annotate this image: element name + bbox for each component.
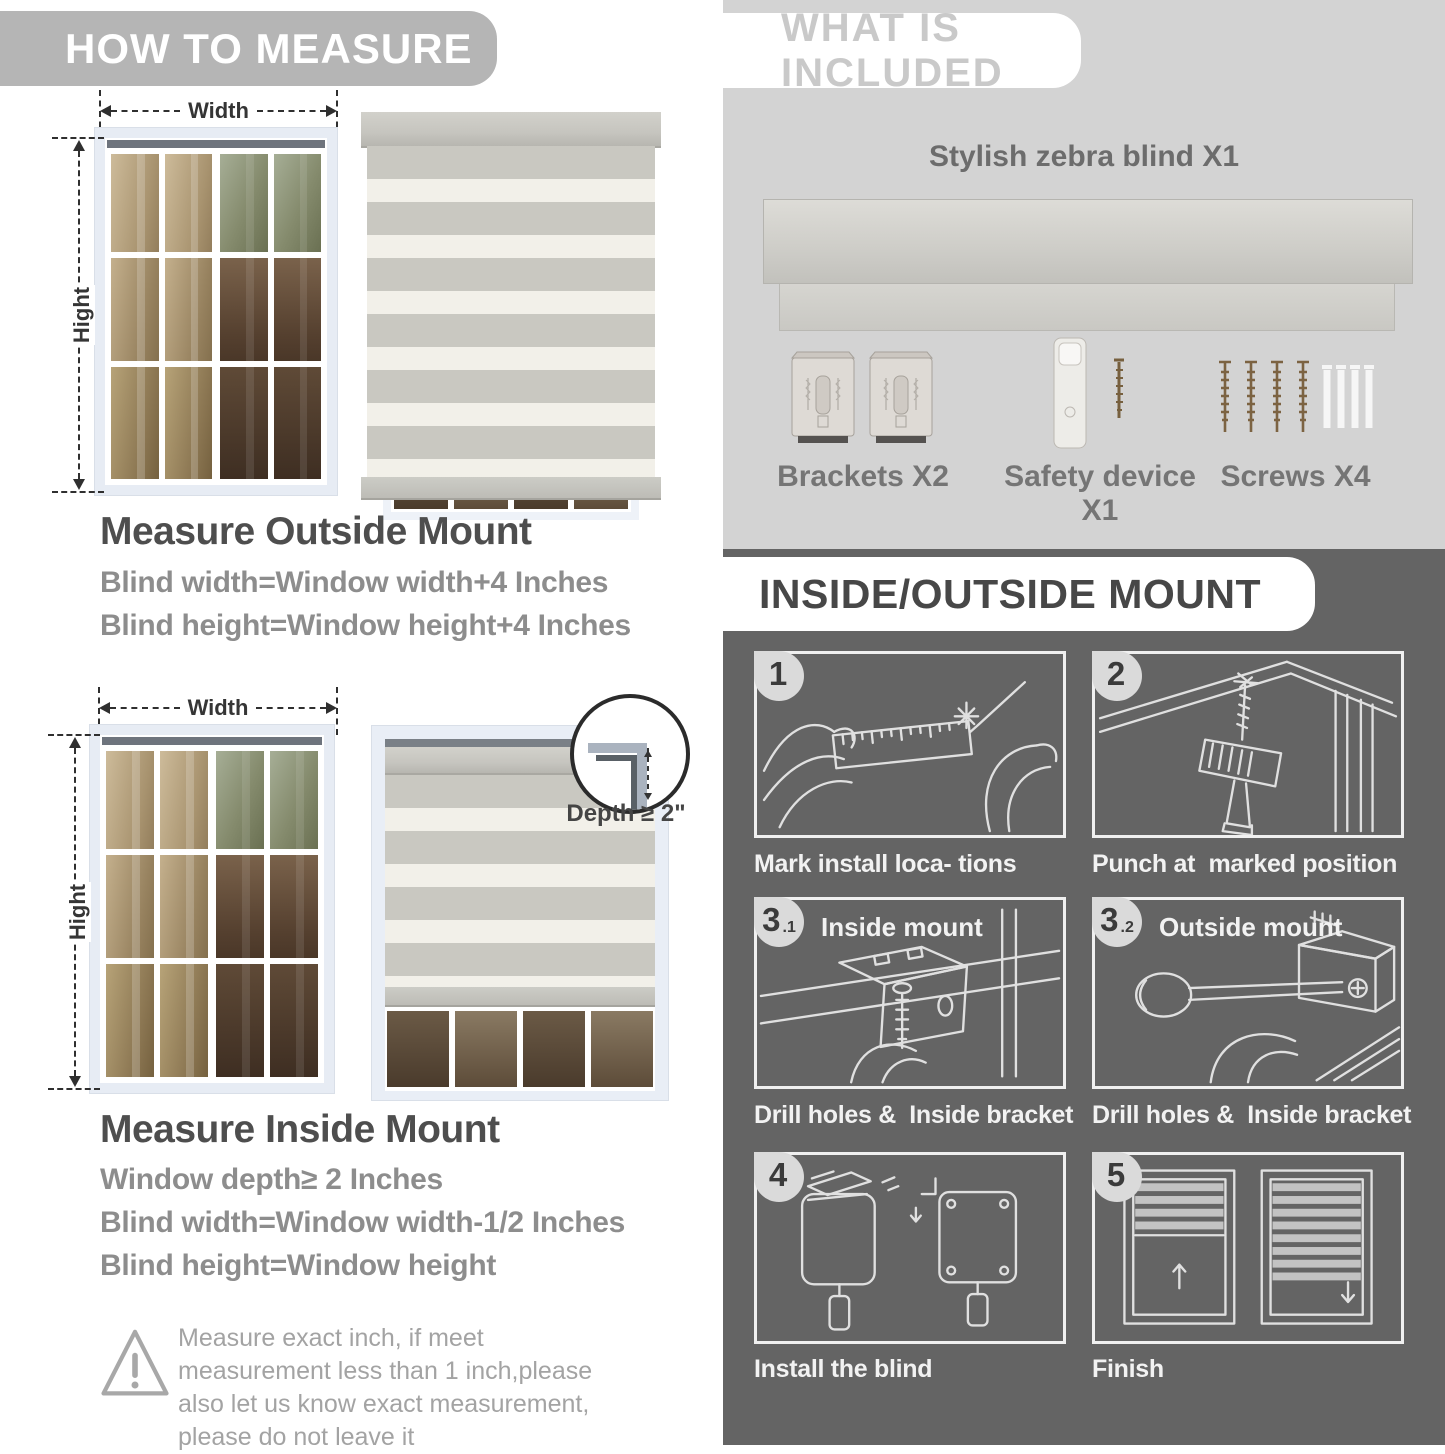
what-is-included-title: WHAT IS INCLUDED xyxy=(781,5,1004,95)
step-number: 5 xyxy=(1106,1156,1126,1193)
outside-mount-title: Measure Outside Mount xyxy=(100,510,532,553)
arrow-down-icon xyxy=(69,1076,81,1087)
step-panel-1 xyxy=(754,651,1066,838)
bracket-icon xyxy=(790,350,856,450)
window-track xyxy=(102,737,322,745)
inside-mount-title: Measure Inside Mount xyxy=(100,1108,500,1151)
step-panel-3-1 xyxy=(754,897,1066,1089)
height-label: Hight xyxy=(69,286,94,344)
step-number-badge xyxy=(754,1152,804,1202)
dim-tick xyxy=(52,491,104,493)
brackets-label: Brackets X2 xyxy=(777,460,949,493)
width-dimension-outside xyxy=(100,98,337,123)
arrow-up-icon xyxy=(73,140,85,151)
inside-outside-mount-banner xyxy=(723,557,1315,631)
width-label: Width xyxy=(187,695,249,720)
width-label: Width xyxy=(188,98,249,123)
dim-tick xyxy=(48,734,100,736)
step-number: 2 xyxy=(1106,655,1126,692)
step-panel-4 xyxy=(754,1152,1066,1344)
depth-detail-illustration xyxy=(574,698,686,810)
step2-caption: Punch at marked position xyxy=(1092,850,1398,878)
arrow-left-icon xyxy=(99,702,110,714)
depth-magnifier xyxy=(570,694,690,814)
bracket-icon xyxy=(868,350,934,450)
window-sash-right xyxy=(216,751,318,1077)
outside-mount-line2: Blind height=Window height+4 Inches xyxy=(100,609,631,642)
dim-tick xyxy=(52,137,104,139)
height-dimension-outside xyxy=(69,140,94,490)
what-is-included-banner xyxy=(723,5,1081,95)
step-number-badge xyxy=(754,651,804,701)
step3-1-caption: Drill holes & Inside bracket xyxy=(754,1101,1074,1129)
outside-mount-line1: Blind width=Window width+4 Inches xyxy=(100,566,609,599)
dim-tick xyxy=(336,687,338,735)
step3-2-title: Outside mount xyxy=(1159,912,1343,942)
step-number: 3 xyxy=(1100,901,1119,938)
safety-device-label: Safety device X1 xyxy=(1004,460,1196,527)
arrow-up-icon xyxy=(69,737,81,748)
step-number-badge xyxy=(1092,651,1142,701)
arrow-left-icon xyxy=(100,105,111,117)
inside-outside-mount-title: INSIDE/OUTSIDE MOUNT xyxy=(759,570,1262,617)
step-panel-3-2 xyxy=(1092,897,1404,1089)
safety-device-icon xyxy=(1048,336,1143,451)
step-panel-5 xyxy=(1092,1152,1404,1344)
product-label: Stylish zebra blind X1 xyxy=(928,140,1240,173)
zebra-blind-fabric xyxy=(367,146,655,477)
how-to-measure-title: HOW TO MEASURE xyxy=(65,24,473,72)
window-sash-left xyxy=(106,751,208,1077)
screws-label: Screws X4 xyxy=(1220,460,1371,493)
step-number-sub: .2 xyxy=(1120,919,1134,936)
inside-mount-line1: Window depth≥ 2 Inches xyxy=(100,1163,443,1196)
window-track xyxy=(107,140,325,148)
step5-caption: Finish xyxy=(1092,1355,1164,1383)
step3-2-caption: Drill holes & Inside bracket xyxy=(1092,1101,1412,1129)
window-photo-inside xyxy=(90,725,334,1093)
window-sash-right xyxy=(220,154,321,479)
blind-headrail xyxy=(361,112,661,148)
step-number-badge xyxy=(754,897,804,947)
inside-mount-line3: Blind height=Window height xyxy=(100,1249,497,1282)
step-number-badge xyxy=(1092,1152,1142,1202)
step4-caption: Install the blind xyxy=(754,1355,933,1383)
window-photo-outside xyxy=(95,128,337,495)
step-number: 3 xyxy=(762,901,781,938)
blind-bottom-rail xyxy=(361,477,661,500)
window-sash-left xyxy=(111,154,212,479)
step-number: 4 xyxy=(768,1156,788,1193)
window-panes-below-blind xyxy=(385,1007,655,1091)
measure-warning-text: Measure exact inch, if meet measurement less than 1 inch,please also let us know exact measurement, please do not leave it xyxy=(178,1324,593,1451)
screws-icon xyxy=(1215,352,1375,447)
height-label: Hight xyxy=(65,883,90,941)
step-panel-2 xyxy=(1092,651,1404,838)
zebra-blind-headrail-photo xyxy=(763,199,1413,284)
step-number-sub: .1 xyxy=(782,919,796,936)
step-number: 1 xyxy=(768,655,788,692)
step1-caption: Mark install loca- tions xyxy=(754,850,1017,878)
blind-bottom-rail xyxy=(385,987,655,1007)
inside-mount-line2: Blind width=Window width-1/2 Inches xyxy=(100,1206,626,1239)
width-dimension-inside xyxy=(99,695,337,720)
how-to-measure-banner xyxy=(0,11,497,86)
depth-label: Depth ≥ 2" xyxy=(566,800,686,827)
warning-triangle-icon xyxy=(100,1326,170,1402)
arrow-down-icon xyxy=(73,479,85,490)
zebra-blind-headrail-lower xyxy=(779,284,1395,331)
step3-1-title: Inside mount xyxy=(821,912,983,942)
step-number-badge xyxy=(1092,897,1142,947)
height-dimension-inside xyxy=(65,737,90,1087)
dim-tick xyxy=(48,1088,100,1090)
